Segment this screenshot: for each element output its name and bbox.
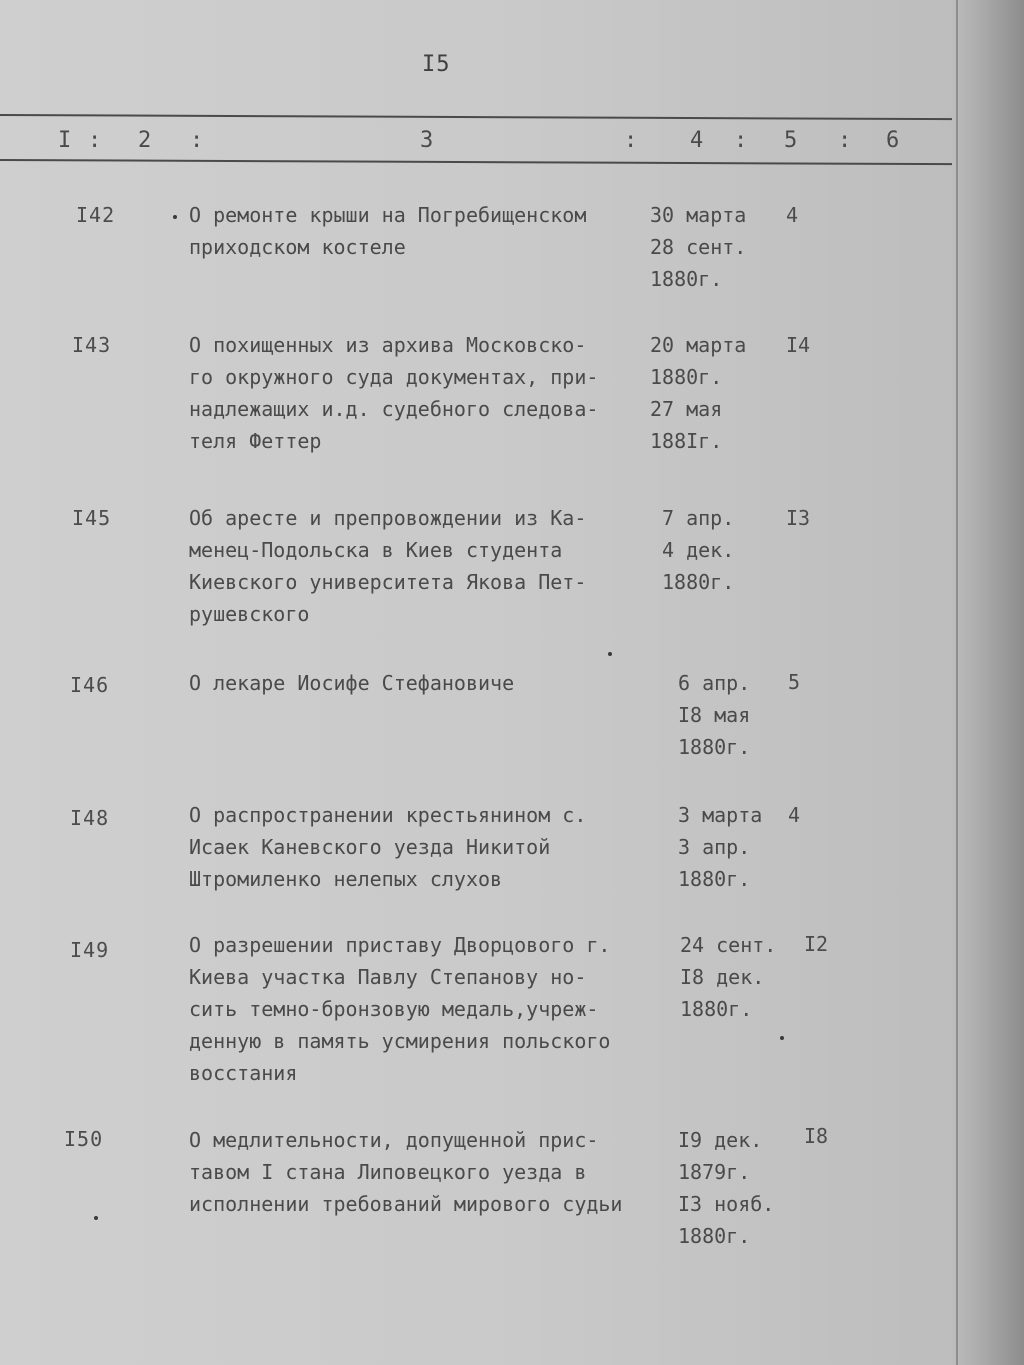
entry-sheet-count: I2 [804,932,829,956]
column-separator: : [88,128,102,153]
entry-title: О распространении крестьянином с. Исаек Каневского уезда Никитой Штромиленко нелепых слухов [189,803,587,891]
column-header-4: 4 [690,128,704,153]
entry-number: I42 [76,203,116,227]
entry-dates: 24 сент. I8 дек. 1880г. [680,933,777,1021]
entry-title: О разрешении приставу Дворцового г. Киева участка Павлу Степанову но- сить темно-бронзовую медаль,учреж- денную в память усмирения польского восстания [189,933,611,1085]
entry-dates: 6 апр. I8 мая 1880г. [678,671,751,759]
page-number: I5 [422,52,451,77]
entry-sheet-count: I8 [804,1124,829,1148]
paper-speck [94,1216,98,1220]
page-edge-shadow [956,0,958,1365]
entry-dates: 7 апр. 4 дек. 1880г. [662,506,735,594]
column-separator: : [838,128,852,153]
entry-sheet-count: 4 [786,203,799,227]
entry-title: О лекаре Иосифе Стефановиче [189,671,515,695]
entry-number: I43 [72,333,112,357]
paper-speck [780,1036,784,1040]
entry-number: I49 [70,938,110,962]
entry-number: I45 [72,506,112,530]
entry-sheet-count: I3 [786,506,811,530]
entry-number: I46 [70,673,110,697]
table-header-top-rule [0,114,958,120]
column-header-6: 6 [886,128,900,153]
paper-speck [608,652,612,656]
entry-title: О похищенных из архива Московско- го окружного суда документах, при- надлежащих и.д. судебного следова- теля Феттер [189,333,599,453]
entry-dates: 30 марта 28 сент. 1880г. [650,203,747,291]
entry-number: I48 [70,806,110,830]
entry-title: О ремонте крыши на Погребищенском приходском костеле [189,203,587,259]
column-separator: : [624,128,638,153]
entry-number: I50 [64,1127,104,1151]
paper-speck [173,215,177,219]
entry-title: Об аресте и препровождении из Ка- менец-Подольска в Киев студента Киевского университета Якова Пет- рушевского [189,506,587,626]
entry-sheet-count: I4 [786,333,811,357]
entry-dates: 3 марта 3 апр. 1880г. [678,803,763,891]
column-header-2: 2 [138,128,152,153]
column-header-3: 3 [420,128,434,153]
entry-dates: 20 марта 1880г. 27 мая 188Iг. [650,333,747,453]
table-header-bottom-rule [0,159,958,165]
column-separator: : [734,128,748,153]
entry-sheet-count: 5 [788,670,801,694]
column-header-1: I [58,128,72,153]
entry-sheet-count: 4 [788,803,801,827]
entry-dates: I9 дек. 1879г. I3 нояб. 1880г. [678,1128,775,1248]
column-header-5: 5 [784,128,798,153]
entry-title: О медлительности, допущенной прис- тавом I стана Липовецкого уезда в исполнении требований мирового судьи [189,1128,623,1216]
underlying-page-edge [952,0,1024,1365]
column-separator: : [190,128,204,153]
